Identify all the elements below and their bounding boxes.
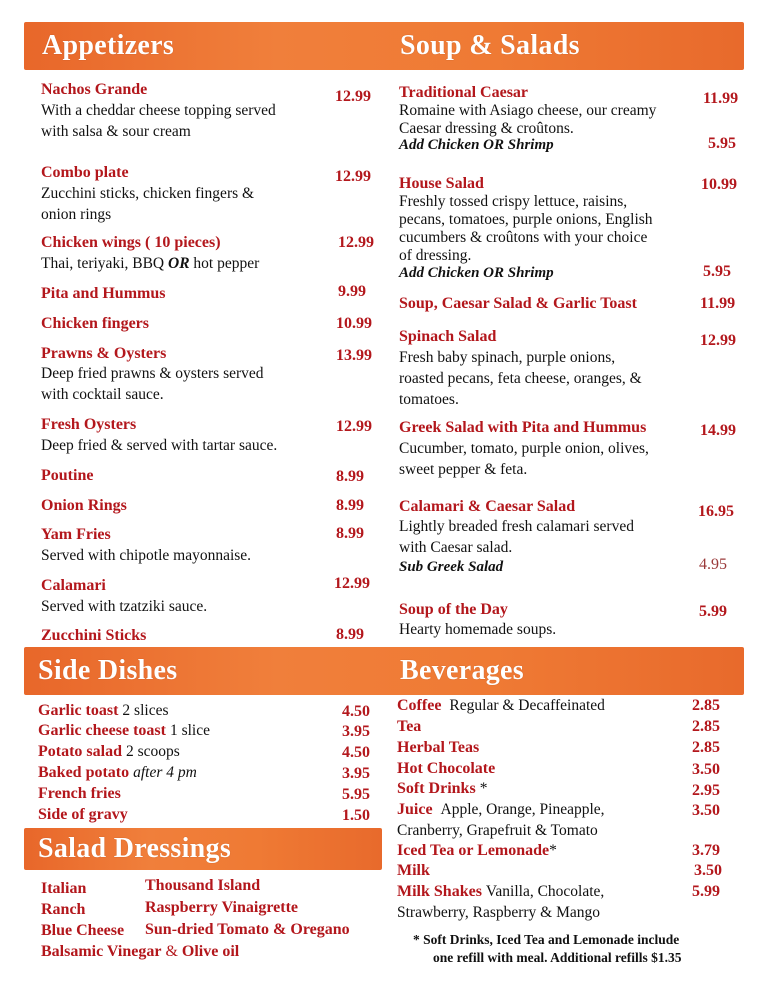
- menu-item-price: 12.99: [700, 332, 736, 349]
- menu-item-desc: With a cheddar cheese topping served: [41, 102, 276, 119]
- menu-item-price: 10.99: [336, 315, 372, 332]
- side-price: 3.95: [342, 723, 370, 740]
- menu-item-desc: Lightly breaded fresh calamari served: [399, 518, 634, 535]
- menu-item-price: 11.99: [700, 295, 736, 312]
- refill-footnote-line2: one refill with meal. Additional refills $1.35: [433, 950, 682, 965]
- beverage-price: 2.85: [692, 718, 720, 735]
- menu-item-desc: Deep fried & served with tartar sauce.: [41, 437, 278, 454]
- beverage-item: Iced Tea or Lemonade*: [397, 842, 557, 859]
- menu-item-addon: Sub Greek Salad: [399, 559, 504, 575]
- menu-item-name: Nachos Grande: [41, 81, 148, 98]
- refill-footnote-line1: * Soft Drinks, Iced Tea and Lemonade include: [413, 932, 680, 947]
- menu-item-desc: onion rings: [41, 206, 112, 223]
- beverage-price: 3.50: [692, 802, 720, 819]
- beverage-price: 3.79: [692, 842, 720, 859]
- menu-item-price: 12.99: [335, 168, 371, 185]
- beverages-heading: Beverages: [400, 655, 524, 686]
- menu-item-desc: Freshly tossed crispy lettuce, raisins,: [399, 193, 628, 210]
- menu-item-desc: tomatoes.: [399, 391, 459, 408]
- menu-item-name: Poutine: [41, 467, 94, 484]
- menu-item-name: Chicken wings ( 10 pieces): [41, 234, 221, 251]
- menu-item-price: 12.99: [334, 575, 370, 592]
- dressing-item: Sun-dried Tomato & Oregano: [145, 921, 350, 938]
- addon-price: 5.95: [708, 135, 736, 152]
- menu-item-desc: Hearty homemade soups.: [399, 621, 557, 638]
- menu-item-price: 14.99: [700, 422, 736, 439]
- menu-item-desc: with cocktail sauce.: [41, 386, 164, 403]
- menu-item-desc: with salsa & sour cream: [41, 123, 191, 140]
- appetizers-heading: Appetizers: [42, 30, 175, 61]
- side-item: Potato salad 2 scoops: [38, 743, 180, 760]
- sides-heading: Side Dishes: [38, 655, 178, 686]
- beverage-detail: Strawberry, Raspberry & Mango: [397, 904, 601, 921]
- menu-item-desc: Romaine with Asiago cheese, our creamy: [399, 102, 657, 119]
- menu-item-price: 16.95: [698, 503, 734, 520]
- sides-banner: [24, 647, 744, 695]
- menu-item-price: 12.99: [338, 234, 374, 251]
- menu-item-desc: Cucumber, tomato, purple onion, olives,: [399, 440, 649, 457]
- dressing-item: Raspberry Vinaigrette: [145, 899, 299, 916]
- dressings-banner: [24, 828, 382, 870]
- menu-item-desc: Zucchini sticks, chicken fingers &: [41, 185, 255, 202]
- dressing-item: Ranch: [41, 901, 86, 918]
- soups-heading: Soup & Salads: [400, 30, 580, 61]
- menu-item-name: House Salad: [399, 175, 484, 192]
- menu-item-desc: Served with chipotle mayonnaise.: [41, 547, 252, 564]
- menu-item-name: Chicken fingers: [41, 315, 149, 332]
- menu-item-name: Calamari & Caesar Salad: [399, 498, 576, 515]
- beverage-price: 2.95: [692, 782, 720, 799]
- dressing-item: Italian: [41, 880, 87, 897]
- beverage-item: Juice Apple, Orange, Pineapple,: [397, 801, 605, 818]
- beverage-item: Milk Shakes Vanilla, Chocolate,: [397, 883, 605, 900]
- dressing-item: Blue Cheese: [41, 922, 125, 939]
- menu-item-name: Calamari: [41, 577, 106, 594]
- beverage-item: Milk: [397, 862, 430, 879]
- menu-item-name: Prawns & Oysters: [41, 345, 167, 362]
- menu-item-name: Combo plate: [41, 164, 129, 181]
- beverage-item: Soft Drinks *: [397, 780, 488, 797]
- menu-item-name: Zucchini Sticks: [41, 627, 147, 644]
- menu-item-desc: sweet pepper & feta.: [399, 461, 528, 478]
- menu-item-price: 8.99: [336, 525, 364, 542]
- menu-item-price: 10.99: [701, 176, 737, 193]
- addon-price: 4.95: [699, 556, 727, 573]
- menu-item-price: 13.99: [336, 347, 372, 364]
- menu-item-desc: roasted pecans, feta cheese, oranges, &: [399, 370, 642, 387]
- side-item: Garlic toast 2 slices: [38, 702, 169, 719]
- beverage-price: 2.85: [692, 697, 720, 714]
- menu-item-desc: Caesar dressing & croûtons.: [399, 120, 574, 137]
- addon-price: 5.95: [703, 263, 731, 280]
- beverage-item: Herbal Teas: [397, 739, 480, 756]
- dressing-item: Thousand Island: [145, 877, 261, 894]
- side-item: French fries: [38, 785, 121, 802]
- menu-item-name: Traditional Caesar: [399, 84, 529, 101]
- or-emphasis: OR: [168, 255, 190, 272]
- menu-item-price: 9.99: [338, 283, 366, 300]
- beverage-price: 3.50: [694, 862, 722, 879]
- menu-item-addon: Add Chicken OR Shrimp: [399, 137, 554, 153]
- menu-item-name: Onion Rings: [41, 497, 127, 514]
- menu-item-name: Soup of the Day: [399, 601, 508, 618]
- beverage-price: 3.50: [692, 761, 720, 778]
- menu-item-name: Pita and Hummus: [41, 285, 166, 302]
- appetizers-banner: [24, 22, 744, 70]
- side-price: 5.95: [342, 786, 370, 803]
- menu-item-name: Yam Fries: [41, 526, 111, 543]
- menu-item-price: 8.99: [336, 626, 364, 643]
- menu-item-desc: Deep fried prawns & oysters served: [41, 365, 264, 382]
- menu-item-name: Fresh Oysters: [41, 416, 137, 433]
- side-price: 1.50: [342, 807, 370, 824]
- menu-item-desc: Served with tzatziki sauce.: [41, 598, 208, 615]
- menu-item-name: Greek Salad with Pita and Hummus: [399, 419, 647, 436]
- side-price: 4.50: [342, 703, 370, 720]
- menu-item-price: 12.99: [335, 88, 371, 105]
- menu-item-desc: with Caesar salad.: [399, 539, 513, 556]
- dressings-heading: Salad Dressings: [38, 833, 232, 864]
- side-price: 4.50: [342, 744, 370, 761]
- menu-item-name: Spinach Salad: [399, 328, 497, 345]
- menu-item-price: 12.99: [336, 418, 372, 435]
- menu-item-price: 8.99: [336, 468, 364, 485]
- side-item: Baked potato after 4 pm: [38, 764, 197, 781]
- menu-item-addon: Add Chicken OR Shrimp: [399, 265, 554, 281]
- beverage-item: Tea: [397, 718, 422, 735]
- beverage-price: 5.99: [692, 883, 720, 900]
- side-item: Side of gravy: [38, 806, 128, 823]
- beverage-price: 2.85: [692, 739, 720, 756]
- beverage-detail: Cranberry, Grapefruit & Tomato: [397, 822, 598, 839]
- menu-item-name: Soup, Caesar Salad & Garlic Toast: [399, 295, 637, 312]
- menu-item-desc: Thai, teriyaki, BBQ OR hot pepper: [41, 255, 260, 272]
- dressing-item: Balsamic Vinegar & Olive oil: [41, 943, 240, 960]
- beverage-item: Coffee Regular & Decaffeinated: [397, 697, 605, 714]
- menu-item-desc: cucumbers & croûtons with your choice: [399, 229, 648, 246]
- menu-item-price: 5.99: [699, 603, 727, 620]
- menu-item-desc: of dressing.: [399, 247, 472, 264]
- side-price: 3.95: [342, 765, 370, 782]
- menu-item-price: 8.99: [336, 497, 364, 514]
- beverage-item: Hot Chocolate: [397, 760, 496, 777]
- menu-item-price: 11.99: [703, 90, 739, 107]
- menu-item-desc: Fresh baby spinach, purple onions,: [399, 349, 616, 366]
- menu-item-desc: pecans, tomatoes, purple onions, English: [399, 211, 653, 228]
- side-item: Garlic cheese toast 1 slice: [38, 722, 210, 739]
